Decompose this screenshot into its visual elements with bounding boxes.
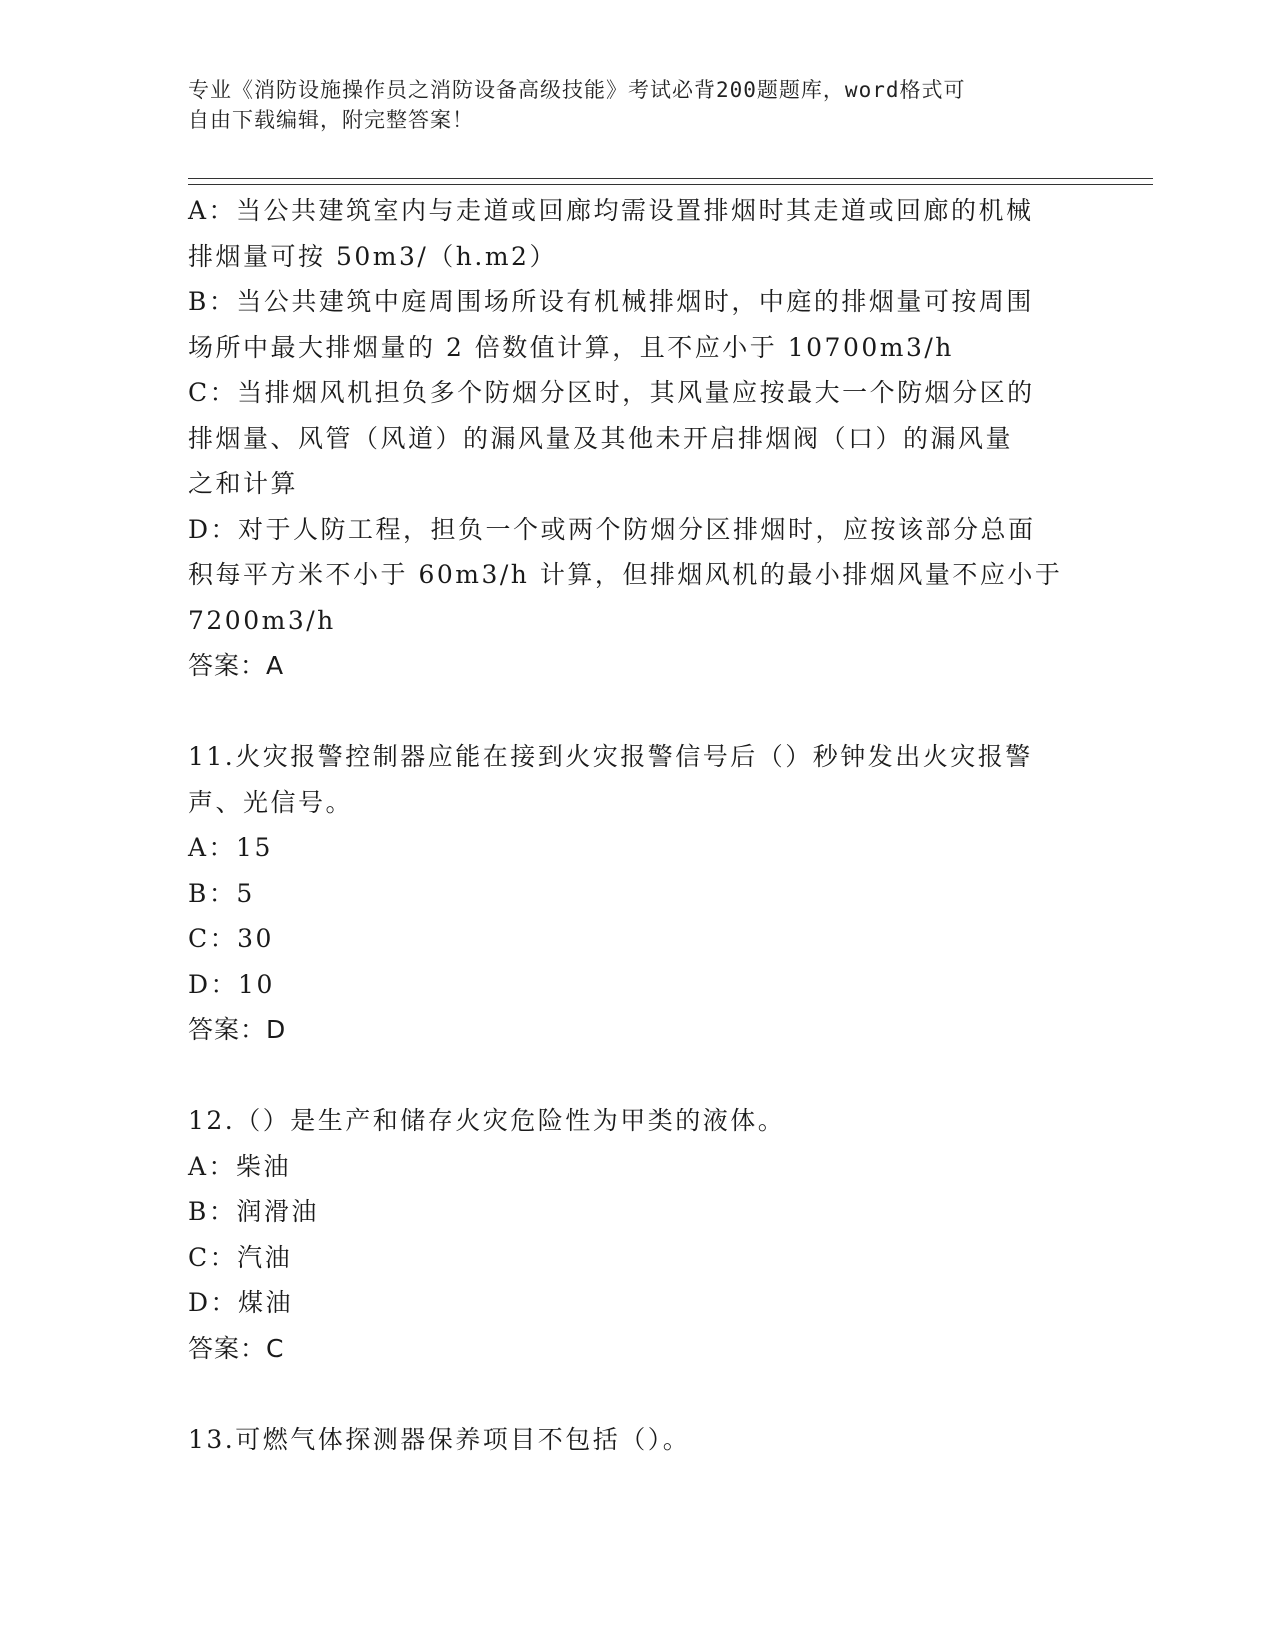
q11-option-b: B：5 — [188, 878, 255, 908]
q12-option-d: D：煤油 — [188, 1288, 294, 1317]
q10-option-d-line-3: 7200m3/h — [188, 605, 336, 635]
q12-question: 12.（）是生产和储存火灾危险性为甲类的液体。 — [188, 1106, 786, 1135]
q12-option-a: A：柴油 — [188, 1151, 292, 1181]
spacer — [188, 689, 1068, 735]
q10-option-d-line-2: 积每平方米不小于 60m3/h 计算，但排烟风机的最小排烟风量不应小于 — [188, 560, 1063, 589]
spacer — [188, 1053, 1068, 1099]
q11-option-a: A：15 — [188, 833, 273, 862]
q12-answer: 答案：C — [188, 1333, 285, 1363]
header-line-1: 专业《消防设施操作员之消防设备高级技能》考试必背200题题库，word格式可 — [188, 78, 966, 102]
q12-option-b: B：润滑油 — [188, 1197, 319, 1226]
question-13-block — [188, 1417, 1068, 1463]
question-11-block — [188, 734, 1068, 1053]
q13-question: 13.可燃气体探测器保养项目不包括（）。 — [188, 1424, 691, 1454]
header-double-rule — [188, 178, 1153, 185]
q11-option-c: C：30 — [188, 924, 274, 953]
q11-answer: 答案：D — [188, 1015, 287, 1044]
q10-option-c-line-1: C：当排烟风机担负多个防烟分区时，其风量应按最大一个防烟分区的 — [188, 378, 1035, 407]
header-line-2: 自由下载编辑，附完整答案！ — [188, 108, 474, 132]
q10-option-d-line-1: D：对于人防工程，担负一个或两个防烟分区排烟时，应按该部分总面 — [188, 514, 1036, 544]
q11-question-line-2: 声、光信号。 — [188, 787, 354, 817]
question-12-block — [188, 1098, 1068, 1371]
question-10-block — [188, 188, 1068, 689]
q11-option-d: D：10 — [188, 969, 275, 999]
q11-question-line-1: 11.火灾报警控制器应能在接到火灾报警信号后（）秒钟发出火灾报警 — [188, 742, 1033, 771]
q10-option-c-line-3: 之和计算 — [188, 469, 299, 498]
q10-option-c-line-2: 排烟量、风管（风道）的漏风量及其他未开启排烟阀（口）的漏风量 — [188, 423, 1014, 453]
document-body — [188, 188, 1068, 1462]
q12-option-c: C：汽油 — [188, 1242, 293, 1272]
q10-option-a-line-2: 排烟量可按 50m3/（h.m2） — [188, 241, 557, 271]
document-header — [188, 75, 1068, 135]
q10-option-b-line-1: B：当公共建筑中庭周围场所设有机械排烟时，中庭的排烟量可按周围 — [188, 287, 1034, 316]
spacer — [188, 1371, 1068, 1417]
q10-answer: 答案：A — [188, 651, 285, 680]
q10-option-b-line-2: 场所中最大排烟量的 2 倍数值计算，且不应小于 10700m3/h — [188, 332, 954, 362]
q10-option-a-line-1: A：当公共建筑室内与走道或回廊均需设置排烟时其走道或回廊的机械 — [188, 196, 1034, 225]
